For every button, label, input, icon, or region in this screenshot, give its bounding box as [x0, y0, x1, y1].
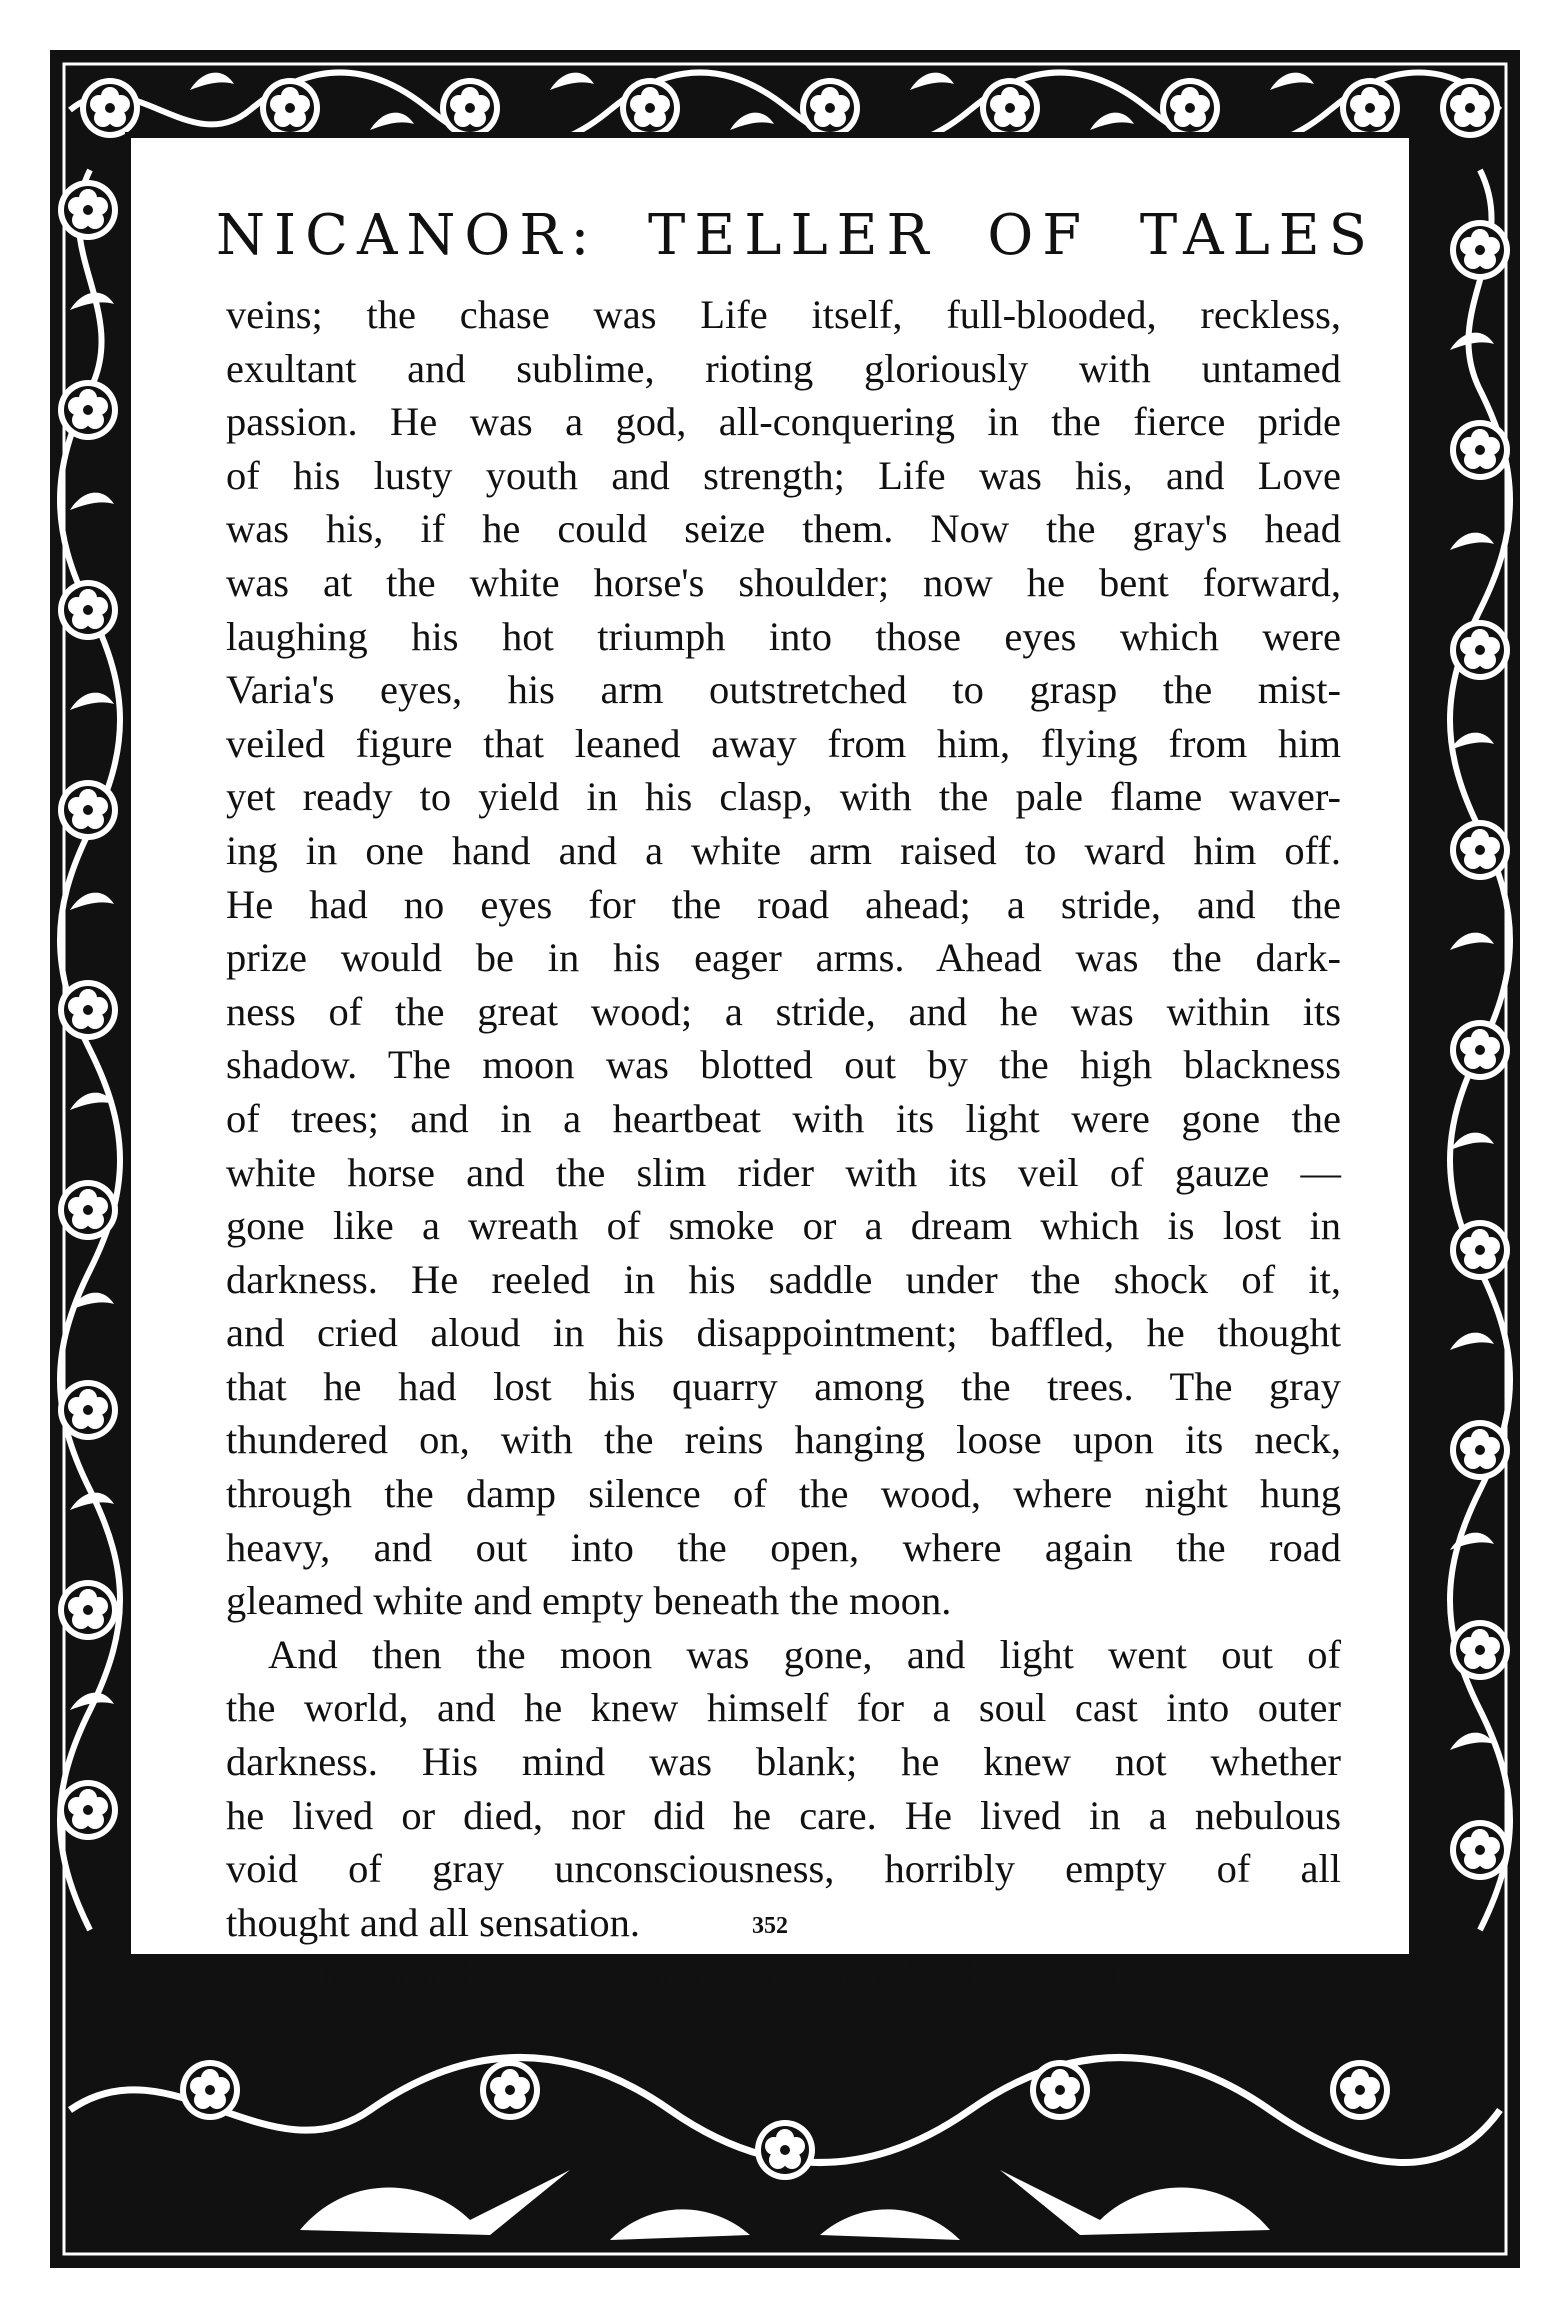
text-line: laughing his hot triumph into those eyes which were [226, 613, 1341, 659]
text-line: yet ready to yield in his clasp, with the pale flame waver- [226, 774, 1341, 820]
margin-rule-left [118, 262, 130, 358]
text-line: void of gray unconsciousness, horribly empty of all [226, 1846, 1341, 1892]
text-line: of his lusty youth and strength; Life was his, and Love [226, 452, 1341, 498]
text-line: ness of the great wood; a stride, and he was within its [226, 988, 1341, 1034]
text-line: So he would have ridden, blindly, until his horse fell [268, 1953, 1117, 1999]
text-line: veiled figure that leaned away from him, flying from him [226, 720, 1341, 766]
text-line: passion. He was a god, all-conquering in the fierce pride [226, 399, 1341, 445]
bottom-vine [70, 2058, 1500, 2241]
right-vine [1450, 170, 1510, 1930]
text-line: was his, if he could seize them. Now the gray's head [226, 506, 1341, 552]
text-line: white horse and the slim rider with its veil of gauze — [226, 1149, 1341, 1195]
text-line: darkness. His mind was blank; he knew not whether [226, 1739, 1341, 1785]
text-line: the world, and he knew himself for a soul cast into outer [226, 1685, 1341, 1731]
left-vine [58, 170, 120, 1930]
text-line: ing in one hand and a white arm raised to ward him off. [226, 827, 1341, 873]
body-text [226, 288, 1341, 2003]
text-line: and cried aloud in his disappointment; baffled, he thought [226, 1310, 1341, 1356]
text-line: He had no eyes for the road ahead; a stride, and the [226, 881, 1341, 927]
margin-rule-right [1412, 1665, 1424, 1825]
running-head: NICANOR: TELLER OF TALES [216, 203, 1376, 268]
text-line: of trees; and in a heartbeat with its light were gone the [226, 1095, 1341, 1141]
text-line: And then the moon was gone, and light went out of [268, 1631, 1341, 1677]
text-line: veins; the chase was Life itself, full-blooded, reckless, [226, 292, 1341, 337]
text-line: that he had lost his quarry among the trees. The gray [226, 1363, 1341, 1409]
text-line: gleamed white and empty beneath the moon. [226, 1578, 952, 1624]
text-line: was at the white horse's shoulder; now he bent forward, [226, 559, 1341, 605]
text-line: he lived or died, nor did he care. He lived in a nebulous [226, 1792, 1341, 1838]
text-line: darkness. He reeled in his saddle under the shock of it, [226, 1256, 1341, 1302]
text-panel [125, 132, 1415, 1999]
page-number: 352 [752, 1913, 788, 1939]
text-line: exultant and sublime, rioting gloriously with untamed [226, 345, 1341, 391]
text-line: gone like a wreath of smoke or a dream which is lost in [226, 1203, 1341, 1249]
text-line: thought and all sensation. [226, 1899, 640, 1945]
text-line: through the damp silence of the wood, where night hung [226, 1471, 1341, 1517]
text-line: Varia's eyes, his arm outstretched to grasp the mist- [226, 667, 1341, 713]
text-line: shadow. The moon was blotted out by the high blackness [226, 1042, 1341, 1088]
text-line: prize would be in his eager arms. Ahead was the dark- [226, 935, 1341, 981]
text-line: thundered on, with the reins hanging loose upon its neck, [226, 1417, 1341, 1463]
text-line: heavy, and out into the open, where again the road [226, 1524, 1341, 1570]
